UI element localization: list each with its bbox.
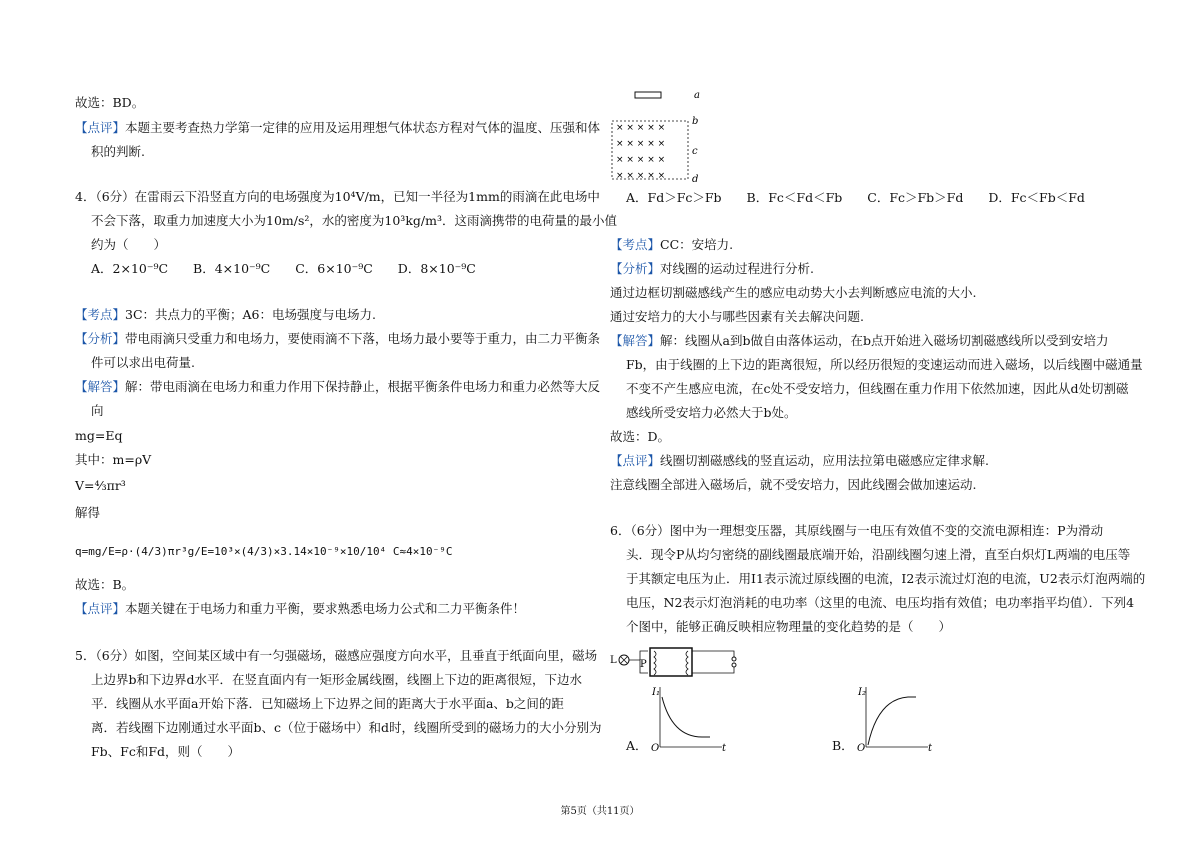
transformer-circuit	[610, 645, 750, 685]
q4-comment-text: 本题关键在于电场力和重力平衡，要求熟悉电场力公式和二力平衡条件！	[125, 601, 526, 616]
q5-kaodian-text: CC：安培力.	[660, 237, 734, 252]
graph-a-label: A．	[626, 738, 648, 753]
q4-final-formula: q=mg/E=ρ·(4/3)πr³g/E=10³×(4/3)×3.14×10⁻⁹×10/10⁴ C≈4×10⁻⁹C	[75, 545, 453, 558]
q5-jieda	[610, 333, 1108, 349]
q5-comment-text-1: 线圈切割磁感线的竖直运动，应用法拉第电磁感应定律求解.	[660, 453, 989, 468]
coil-rect	[635, 92, 661, 98]
tag-kaodian: 【考点】	[610, 237, 661, 252]
q6-stem-4: 电压，N2表示灯泡消耗的电功率（这里的电流、电压均指有效值；电功率指平均值）．下列4	[626, 595, 1135, 610]
graph-b	[858, 685, 948, 755]
tag-kaodian: 【考点】	[75, 307, 126, 322]
q4-eq-3: V=⁴⁄₃πr³	[75, 478, 126, 493]
q5-answer: 故选：D。	[610, 429, 671, 444]
q3-answer: 故选：BD。	[75, 95, 145, 110]
tag-comment: 【点评】	[75, 120, 126, 135]
q4-eq-2: 其中：m=ρV	[75, 452, 152, 467]
q5-stem-2: 上边界b和下边界d水平．在竖直面内有一矩形金属线圈，线圈上下边的距离很短，下边水	[91, 672, 583, 687]
q5-stem-3: 平．线圈从水平面a开始下落．已知磁场上下边界之间的距离大于水平面a、b之间的距	[91, 696, 564, 711]
q5-kaodian	[610, 237, 733, 253]
q4-jieda-text-1: 解：带电雨滴在电场力和重力作用下保持静止，根据平衡条件电场力和重力必然等大反	[125, 379, 601, 394]
slider-label: P	[640, 659, 647, 670]
q5-jieda-text-2: Fb，由于线圈的上下边的距离很短，所以经历很短的变速运动而进入磁场，以后线圈中磁通量	[626, 357, 1143, 372]
graph-b-curve	[868, 697, 916, 745]
q4-stem-2: 不会下落，取重力加速度大小为10m/s²，水的密度为10³kg/m³．这雨滴携带的电荷量的最小值	[91, 213, 617, 228]
tag-jieda: 【解答】	[610, 333, 661, 348]
q4-fenxi-text-2: 件可以求出电荷量.	[91, 355, 195, 370]
q5-stem-4: 离．若线圈下边刚通过水平面b、c（位于磁场中）和d时，线圈所受到的磁场力的大小分别为	[91, 720, 602, 735]
q4-fenxi-text-1: 带电雨滴只受重力和电场力，要使雨滴不下落，电场力最小要等于重力，由二力平衡条	[125, 331, 601, 346]
q5-fenxi-text-2: 通过边框切割磁感线产生的感应电动势大小去判断感应电流的大小.	[610, 285, 977, 300]
q5-fenxi-text-3: 通过安培力的大小与哪些因素有关去解决问题.	[610, 309, 864, 324]
q4-options: A．2×10⁻⁹C B．4×10⁻⁹C C．6×10⁻⁹C D．8×10⁻⁹C	[91, 261, 476, 276]
graph-a-curve	[662, 697, 710, 737]
magnetic-field-figure	[610, 88, 710, 183]
svg-text:× × × × ×: × × × × ×	[616, 139, 666, 149]
graph-b-label: B．	[832, 738, 854, 753]
label-a: a	[694, 90, 700, 101]
q5-options: A．Fd＞Fc＞Fb B．Fc＜Fd＜Fb C．Fc＞Fb＞Fd D．Fc＜Fb＜Fd	[626, 190, 1085, 205]
q5-comment-text-2: 注意线圈全部进入磁场后，就不受安培力，因此线圈会做加速运动.	[610, 477, 977, 492]
q4-comment	[75, 601, 525, 617]
q3-comment-text-2: 积的判断.	[91, 144, 145, 159]
q5-comment	[610, 453, 989, 469]
graph-a-origin: O	[651, 743, 660, 754]
tag-comment: 【点评】	[610, 453, 661, 468]
q5-stem-1: 5．（6分）如图，空间某区域中有一匀强磁场，磁感应强度方向水平，且垂直于纸面向里，磁场	[75, 648, 598, 663]
graph-b-axes	[866, 687, 928, 747]
svg-text:× × × × ×: × × × × ×	[616, 155, 666, 165]
graph-b-origin: O	[857, 743, 866, 754]
q4-jiede: 解得	[75, 505, 101, 520]
q5-fenxi-text-1: 对线圈的运动过程进行分析.	[660, 261, 814, 276]
page-footer: 第5页（共11页）	[560, 806, 640, 817]
coils	[654, 651, 688, 675]
q3-comment-text-1: 本题主要考查热力学第一定律的应用及运用理想气体状态方程对气体的温度、压强和体	[125, 120, 601, 135]
q5-jieda-text-3: 不变不产生感应电流，在c处不受安培力，但线圈在重力作用下依然加速，因此从d处切割磁	[626, 381, 1129, 396]
q6-stem-1: 6．（6分）图中为一理想变压器，其原线圈与一电压有效值不变的交流电源相连：P为滑动	[610, 523, 1104, 538]
q4-eq-1: mg=Eq	[75, 428, 123, 443]
q4-stem-1: 4．（6分）在雷雨云下沿竖直方向的电场强度为10⁴V/m，已知一半径为1mm的雨滴在此电场中	[75, 189, 600, 204]
q4-fenxi	[75, 331, 600, 347]
field-crosses	[616, 123, 665, 181]
q6-stem-2: 头．现令P从均匀密绕的副线圈最底端开始，沿副线圈匀速上滑，直至白炽灯L两端的电压等	[626, 547, 1131, 562]
q5-jieda-text-1: 解：线圈从a到b做自由落体运动，在b点开始进入磁场切割磁感线所以受到安培力	[660, 333, 1109, 348]
graph-a-y-label: I₁	[652, 687, 660, 698]
graph-b-y-label: I₂	[858, 687, 866, 698]
q4-jieda-text-2: 向	[91, 403, 104, 418]
svg-text:× × × × ×: × × × × ×	[616, 171, 666, 181]
q4-jieda	[75, 379, 600, 395]
q4-kaodian	[75, 307, 376, 323]
q5-fenxi	[610, 261, 814, 277]
tag-comment: 【点评】	[75, 601, 126, 616]
tag-fenxi: 【分析】	[75, 331, 126, 346]
graph-b-x-label: t	[928, 743, 933, 754]
label-b: b	[692, 116, 699, 127]
q4-stem-3: 约为（ ）	[91, 237, 167, 252]
q4-kaodian-text: 3C：共点力的平衡；A6：电场强度与电场力.	[125, 307, 376, 322]
label-c: c	[692, 146, 698, 157]
q5-stem-5: Fb、Fc和Fd，则（ ）	[91, 744, 241, 759]
q5-jieda-text-4: 感线所受安培力必然大于b处。	[626, 405, 797, 420]
q6-stem-5: 个图中，能够正确反映相应物理量的变化趋势的是（ ）	[626, 619, 952, 634]
lamp-label: L	[610, 655, 617, 666]
graph-a-x-label: t	[722, 743, 727, 754]
svg-text:× × × × ×: × × × × ×	[616, 123, 666, 133]
q3-comment	[75, 120, 600, 136]
q6-stem-3: 于其额定电压为止．用I1表示流过原线圈的电流，I2表示流过灯泡的电流，U2表示灯泡两端的	[626, 571, 1146, 586]
q4-answer: 故选：B。	[75, 577, 135, 592]
graph-a	[652, 685, 742, 755]
tag-jieda: 【解答】	[75, 379, 126, 394]
tag-fenxi: 【分析】	[610, 261, 661, 276]
label-d: d	[692, 174, 699, 185]
